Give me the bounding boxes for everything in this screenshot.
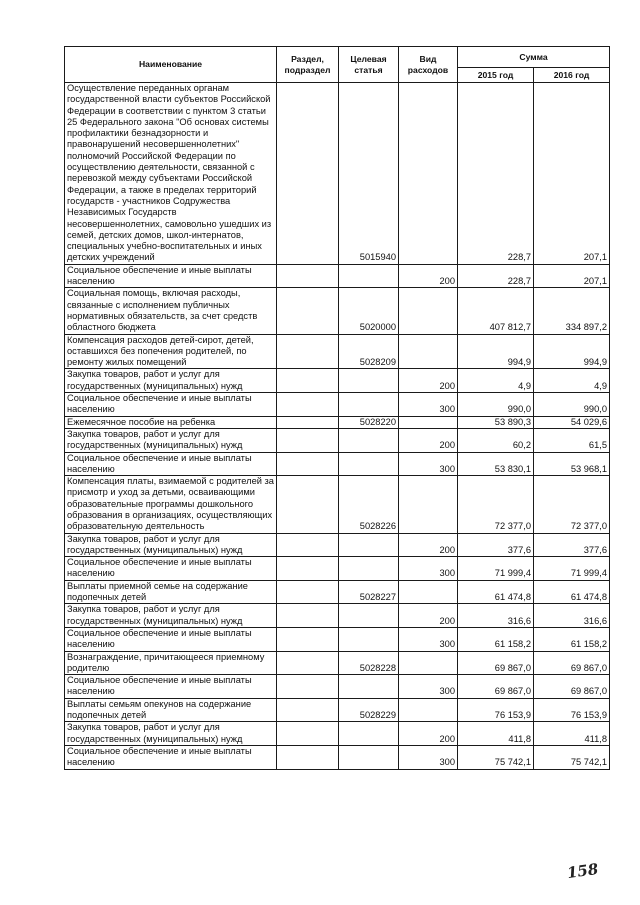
cell-section [277, 83, 339, 265]
table-row [65, 533, 610, 557]
cell-target [339, 722, 399, 746]
cell-2016: 377,6 [534, 533, 610, 557]
cell-section [277, 698, 339, 722]
table-row [65, 722, 610, 746]
cell-2015: 69 867,0 [458, 675, 534, 699]
cell-section [277, 428, 339, 452]
cell-2015: 53 890,3 [458, 416, 534, 428]
table-row [65, 627, 610, 651]
cell-2016: 61 474,8 [534, 580, 610, 604]
cell-name: Социальное обеспечение и иные выплаты населению [65, 452, 277, 476]
cell-section [277, 722, 339, 746]
cell-name: Социальное обеспечение и иные выплаты населению [65, 557, 277, 581]
cell-target [339, 557, 399, 581]
cell-target [339, 369, 399, 393]
cell-2015: 60,2 [458, 428, 534, 452]
cell-name: Ежемесячное пособие на ребенка [65, 416, 277, 428]
cell-name: Закупка товаров, работ и услуг для государственных (муниципальных) нужд [65, 722, 277, 746]
cell-2016: 76 153,9 [534, 698, 610, 722]
table-row [65, 264, 610, 288]
cell-target [339, 428, 399, 452]
cell-2016: 994,9 [534, 334, 610, 369]
cell-2016: 207,1 [534, 83, 610, 265]
cell-name: Осуществление переданных органам государственной власти субъектов Российской Федерации в соответствии с пунктом 3 статьи 25 Федерального закона "Об основах системы профилактики безнадзорности и правонарушений несовершеннолетних" полномочий Российской Федерации по осуществлению деятельности, связанной с перевозкой между субъектами Российской Федерации, а также в пределах территорий государств - участников Содружества Независимых Государств несовершеннолетних, самовольно ушедших из семей, детских домов, школ-интернатов, специальных учебно-воспитательных и иных детских учреждений [65, 83, 277, 265]
cell-section [277, 264, 339, 288]
cell-2016: 411,8 [534, 722, 610, 746]
cell-name: Закупка товаров, работ и услуг для государственных (муниципальных) нужд [65, 604, 277, 628]
cell-type: 300 [399, 557, 458, 581]
table-row [65, 604, 610, 628]
cell-section [277, 288, 339, 334]
cell-target: 5028209 [339, 334, 399, 369]
header-name: Наименование [65, 47, 277, 83]
cell-2016: 53 968,1 [534, 452, 610, 476]
cell-type [399, 580, 458, 604]
table-row [65, 476, 610, 533]
cell-2015: 411,8 [458, 722, 534, 746]
table-row [65, 393, 610, 417]
cell-section [277, 675, 339, 699]
cell-type: 300 [399, 393, 458, 417]
cell-target [339, 745, 399, 769]
cell-target: 5028228 [339, 651, 399, 675]
header-sum: Сумма [458, 47, 610, 68]
cell-section [277, 580, 339, 604]
cell-name: Социальное обеспечение и иные выплаты населению [65, 627, 277, 651]
cell-name: Вознаграждение, причитающееся приемному родителю [65, 651, 277, 675]
cell-target: 5015940 [339, 83, 399, 265]
header-year-2015: 2015 год [458, 68, 534, 83]
cell-target: 5028220 [339, 416, 399, 428]
cell-type [399, 83, 458, 265]
table-row [65, 334, 610, 369]
table-row [65, 651, 610, 675]
cell-2015: 316,6 [458, 604, 534, 628]
cell-type [399, 698, 458, 722]
cell-section [277, 452, 339, 476]
cell-2015: 407 812,7 [458, 288, 534, 334]
header-year-2016: 2016 год [534, 68, 610, 83]
cell-type: 300 [399, 452, 458, 476]
cell-target [339, 264, 399, 288]
table-row [65, 369, 610, 393]
cell-2015: 228,7 [458, 264, 534, 288]
cell-target: 5028226 [339, 476, 399, 533]
cell-target: 5020000 [339, 288, 399, 334]
cell-target: 5028229 [339, 698, 399, 722]
cell-2015: 61 474,8 [458, 580, 534, 604]
table-row [65, 452, 610, 476]
table-row [65, 675, 610, 699]
header-target: Целевая статья [339, 47, 399, 83]
cell-section [277, 651, 339, 675]
cell-name: Компенсация платы, взимаемой с родителей за присмотр и уход за детьми, осваивающими образовательные программы дошкольного образования в организациях, осуществляющих образовательную деятельность [65, 476, 277, 533]
cell-target [339, 393, 399, 417]
cell-2015: 53 830,1 [458, 452, 534, 476]
cell-section [277, 557, 339, 581]
cell-section [277, 416, 339, 428]
cell-name: Закупка товаров, работ и услуг для государственных (муниципальных) нужд [65, 533, 277, 557]
cell-name: Выплаты семьям опекунов на содержание подопечных детей [65, 698, 277, 722]
cell-target [339, 533, 399, 557]
cell-2015: 994,9 [458, 334, 534, 369]
cell-type: 200 [399, 722, 458, 746]
cell-target [339, 604, 399, 628]
cell-2016: 69 867,0 [534, 675, 610, 699]
table-row [65, 698, 610, 722]
cell-type: 200 [399, 264, 458, 288]
table-row [65, 745, 610, 769]
cell-name: Социальное обеспечение и иные выплаты населению [65, 675, 277, 699]
cell-2016: 61,5 [534, 428, 610, 452]
cell-type: 200 [399, 604, 458, 628]
cell-2016: 61 158,2 [534, 627, 610, 651]
cell-2015: 377,6 [458, 533, 534, 557]
cell-2016: 72 377,0 [534, 476, 610, 533]
cell-2016: 207,1 [534, 264, 610, 288]
table-header [65, 47, 610, 83]
cell-type: 300 [399, 675, 458, 699]
cell-section [277, 745, 339, 769]
cell-2016: 334 897,2 [534, 288, 610, 334]
cell-name: Выплаты приемной семье на содержание подопечных детей [65, 580, 277, 604]
cell-target [339, 627, 399, 651]
header-section: Раздел, подраздел [277, 47, 339, 83]
cell-type: 300 [399, 745, 458, 769]
cell-section [277, 369, 339, 393]
cell-2016: 990,0 [534, 393, 610, 417]
cell-name: Компенсация расходов детей-сирот, детей, оставшихся без попечения родителей, по ремонту жилых помещений [65, 334, 277, 369]
cell-name: Социальное обеспечение и иные выплаты населению [65, 264, 277, 288]
table-row [65, 416, 610, 428]
cell-2015: 72 377,0 [458, 476, 534, 533]
cell-section [277, 604, 339, 628]
cell-type: 200 [399, 428, 458, 452]
cell-name: Закупка товаров, работ и услуг для государственных (муниципальных) нужд [65, 428, 277, 452]
table-body [65, 83, 610, 770]
cell-target: 5028227 [339, 580, 399, 604]
cell-type: 300 [399, 627, 458, 651]
budget-table [64, 46, 610, 770]
cell-type [399, 334, 458, 369]
cell-name: Социальная помощь, включая расходы, связанные с исполнением публичных нормативных обязательств, за счет средств областного бюджета [65, 288, 277, 334]
header-type: Вид расходов [399, 47, 458, 83]
cell-2015: 990,0 [458, 393, 534, 417]
cell-2016: 69 867,0 [534, 651, 610, 675]
cell-type [399, 416, 458, 428]
cell-2015: 76 153,9 [458, 698, 534, 722]
cell-section [277, 533, 339, 557]
cell-2015: 71 999,4 [458, 557, 534, 581]
table-row [65, 557, 610, 581]
cell-type [399, 651, 458, 675]
table-row [65, 288, 610, 334]
table-row [65, 428, 610, 452]
cell-section [277, 476, 339, 533]
cell-section [277, 393, 339, 417]
cell-name: Социальное обеспечение и иные выплаты населению [65, 745, 277, 769]
cell-2016: 71 999,4 [534, 557, 610, 581]
table-row [65, 580, 610, 604]
cell-type: 200 [399, 533, 458, 557]
cell-2015: 228,7 [458, 83, 534, 265]
cell-2015: 75 742,1 [458, 745, 534, 769]
cell-type [399, 476, 458, 533]
cell-2015: 4,9 [458, 369, 534, 393]
cell-type [399, 288, 458, 334]
cell-2016: 316,6 [534, 604, 610, 628]
cell-2015: 69 867,0 [458, 651, 534, 675]
cell-section [277, 627, 339, 651]
cell-2016: 75 742,1 [534, 745, 610, 769]
page-number: 158 [565, 859, 600, 883]
cell-section [277, 334, 339, 369]
table-row [65, 83, 610, 265]
cell-2015: 61 158,2 [458, 627, 534, 651]
cell-2016: 54 029,6 [534, 416, 610, 428]
cell-name: Социальное обеспечение и иные выплаты населению [65, 393, 277, 417]
cell-name: Закупка товаров, работ и услуг для государственных (муниципальных) нужд [65, 369, 277, 393]
cell-target [339, 452, 399, 476]
cell-type: 200 [399, 369, 458, 393]
cell-target [339, 675, 399, 699]
cell-2016: 4,9 [534, 369, 610, 393]
